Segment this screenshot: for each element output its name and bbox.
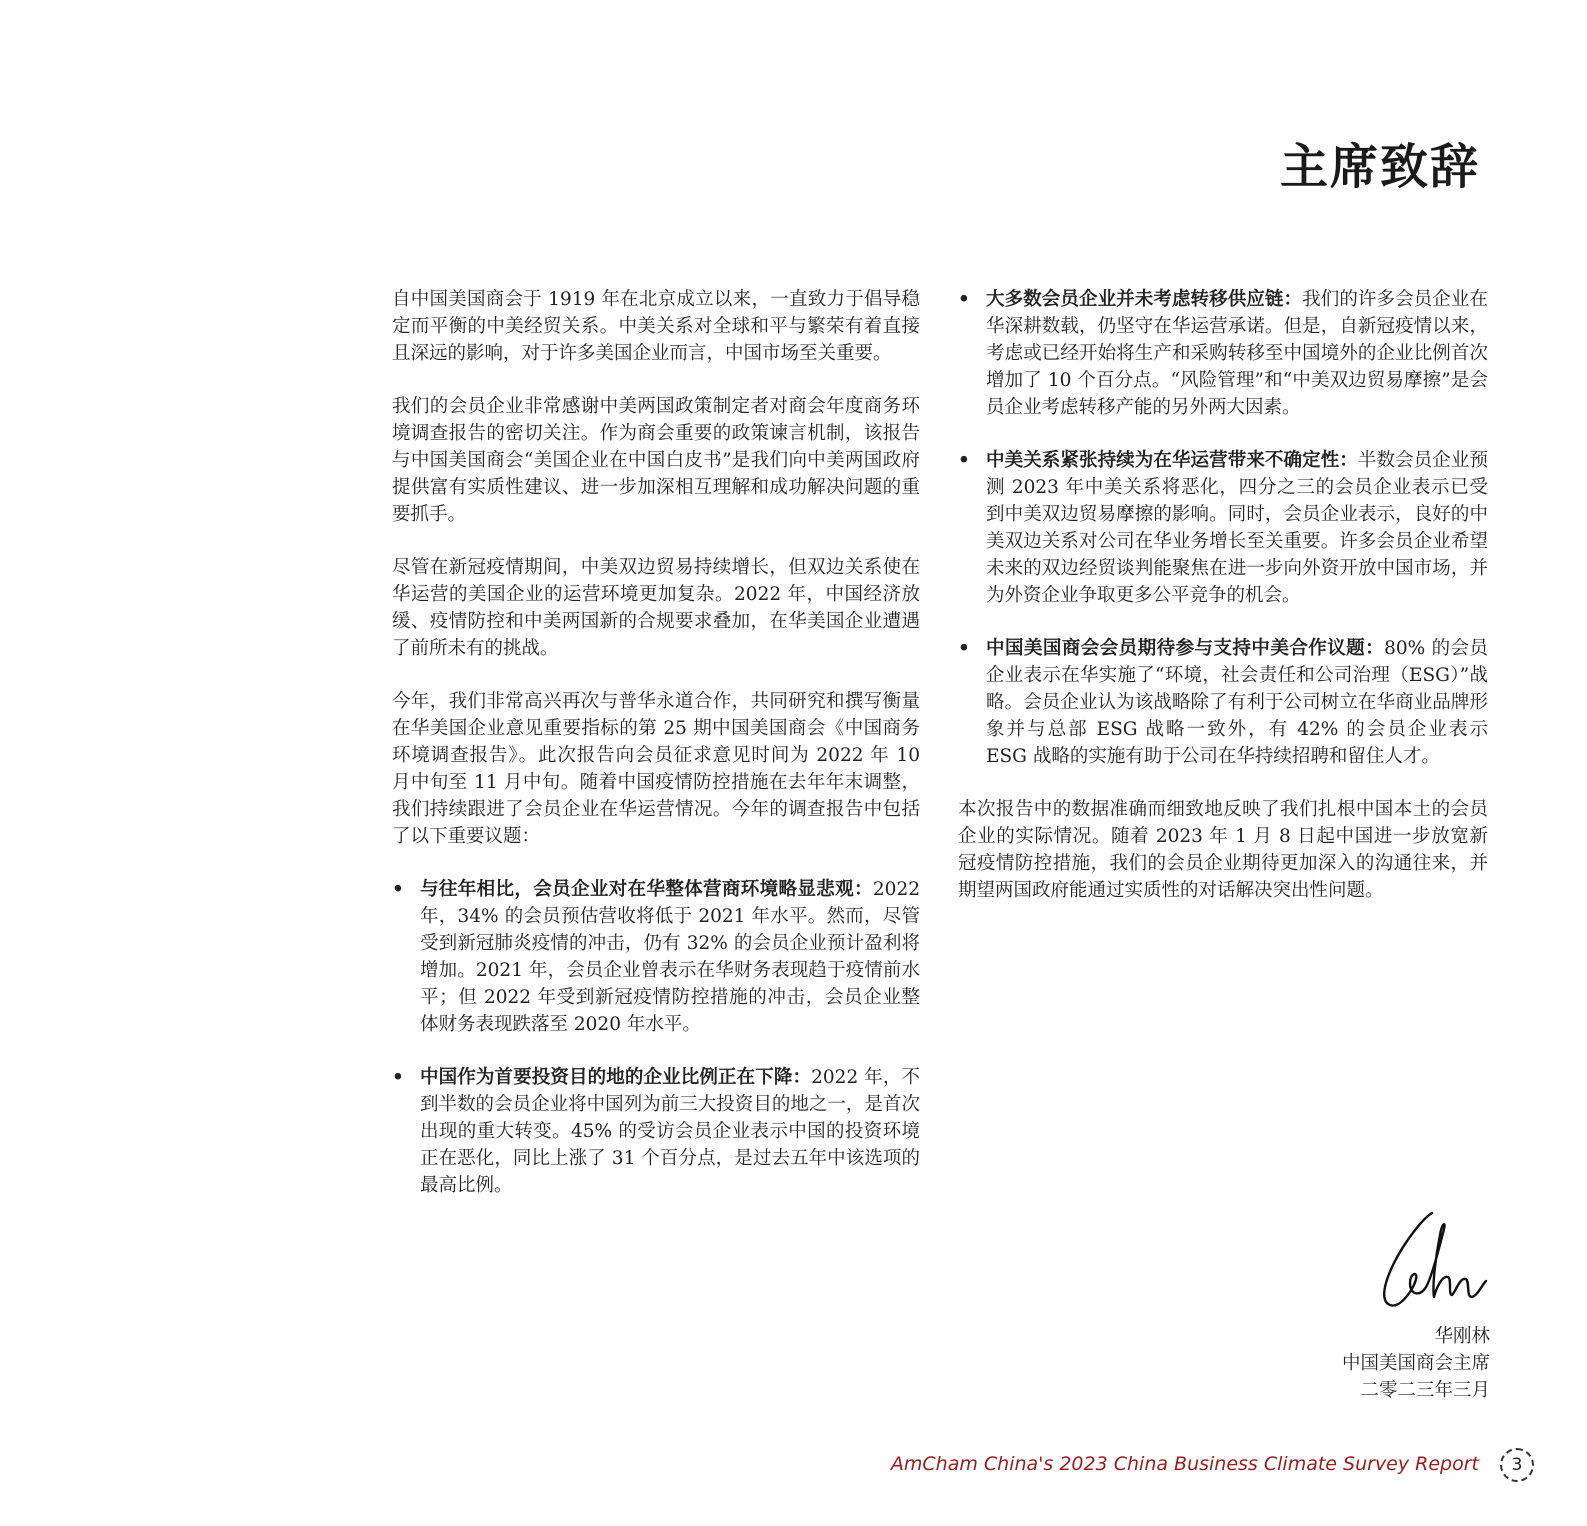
paragraph: 尽管在新冠疫情期间，中美双边贸易持续增长，但双边关系使在华运营的美国企业的运营环境更加复杂。2022 年，中国经济放缓、疫情防控和中美两国新的合规要求叠加，在华美国企业遭遇了前所未有的挑战。 [392,557,920,659]
bullet-icon: • [392,1067,404,1088]
signer-role: 中国美国商会主席 [1341,1353,1490,1374]
list-item [392,876,920,1038]
right-column [958,286,1488,930]
paragraph: 我们的会员企业非常感谢中美两国政策制定者对商会年度商务环境调查报告的密切关注。作为商会重要的政策谏言机制，该报告与中国美国商会“美国企业在中国白皮书”是我们向中美两国政府提供富有实质性建议、进一步加深相互理解和成功解决问题的重要抓手。 [392,396,920,525]
bullet-body: 我们的许多会员企业在华深耕数载，仍坚守在华运营承诺。但是，自新冠疫情以来，考虑或已经开始将生产和采购转移至中国境外的企业比例首次增加了 10 个百分点。“风险管理”和“中美双边贸易摩擦”是会员企业考虑转移产能的另外两大因素。 [986,289,1488,418]
closing-paragraph: 本次报告中的数据准确而细致地反映了我们扎根中国本土的会员企业的实际情况。随着 2023 年 1 月 8 日起中国进一步放宽新冠疫情防控措施，我们的会员企业期待更加深入的沟通往来，并期望两国政府能通过实质性的对话解决突出性问题。 [958,799,1488,901]
page-number: 3 [1500,1448,1534,1482]
bullet-heading: 中国美国商会会员期待参与支持中美合作议题： [986,638,1385,659]
bullet-list [958,286,1488,770]
signature-date: 二零二三年三月 [1360,1380,1490,1401]
left-column [392,286,920,1225]
list-item [958,635,1488,770]
paragraph: 自中国美国商会于 1919 年在北京成立以来，一直致力于倡导稳定而平衡的中美经贸关系。中美关系对全球和平与繁荣有着直接且深远的影响，对于许多美国企业而言，中国市场至关重要。 [392,289,920,364]
bullet-heading: 大多数会员企业并未考虑转移供应链： [986,289,1303,310]
bullet-body: 2022 年，34% 的会员预估营收将低于 2021 年水平。然而，尽管受到新冠肺炎疫情的冲击，仍有 32% 的会员企业预计盈利将增加。2021 年，会员企业曾表示在华财务表现趋于疫情前水平；但 2022 年受到新冠疫情防控措施的冲击，会员企业整体财务表现跌落至 2020 年水平。 [420,879,920,1035]
bullet-body: 半数会员企业预测 2023 年中美关系将恶化，四分之三的会员企业表示已受到中美双边贸易摩擦的影响。同时，会员企业表示，良好的中美双边关系对公司在华业务增长至关重要。许多会员企业希望未来的双边经贸谈判能聚焦在进一步向外资开放中国市场，并为外资企业争取更多公平竞争的机会。 [986,450,1488,606]
bullet-icon: • [392,879,404,900]
handwritten-signature [1370,1205,1490,1315]
bullet-body: 80% 的会员企业表示在华实施了“环境，社会责任和公司治理（ESG）”战略。会员企业认为该战略除了有利于公司树立在华商业品牌形象并与总部 ESG 战略一致外，有 42% 的会员企业表示 ESG 战略的实施有助于公司在华持续招聘和留住人才。 [986,638,1488,767]
bullet-heading: 与往年相比，会员企业对在华整体营商环境略显悲观： [420,879,873,900]
footer-report-title: AmCham China's 2023 China Business Climate Survey Report [890,1453,1479,1475]
list-item [958,286,1488,421]
bullet-icon: • [958,289,970,310]
bullet-heading: 中国作为首要投资目的地的企业比例正在下降： [420,1067,812,1088]
bullet-icon: • [958,450,970,471]
list-item [392,1064,920,1199]
bullet-heading: 中美关系紧张持续为在华运营带来不确定性： [986,450,1358,471]
signer-name: 华刚林 [1434,1326,1490,1347]
bullet-list [392,876,920,1199]
signature-block [1342,1323,1490,1404]
bullet-icon: • [958,638,970,659]
page-title: 主席致辞 [1279,139,1480,195]
paragraph: 今年，我们非常高兴再次与普华永道合作，共同研究和撰写衡量在华美国企业意见重要指标的第 25 期中国美国商会《中国商务环境调查报告》。此次报告向会员征求意见时间为 2022 年 10 月中旬至 11 月中旬。随着中国疫情防控措施在去年年末调整，我们持续跟进了会员企业在华运营情况。今年的调查报告中包括了以下重要议题： [392,691,920,847]
list-item [958,447,1488,609]
bullet-body: 2022 年，不到半数的会员企业将中国列为前三大投资目的地之一，是首次出现的重大转变。45% 的受访会员企业表示中国的投资环境正在恶化，同比上涨了 31 个百分点，是过去五年中该选项的最高比例。 [420,1067,920,1196]
